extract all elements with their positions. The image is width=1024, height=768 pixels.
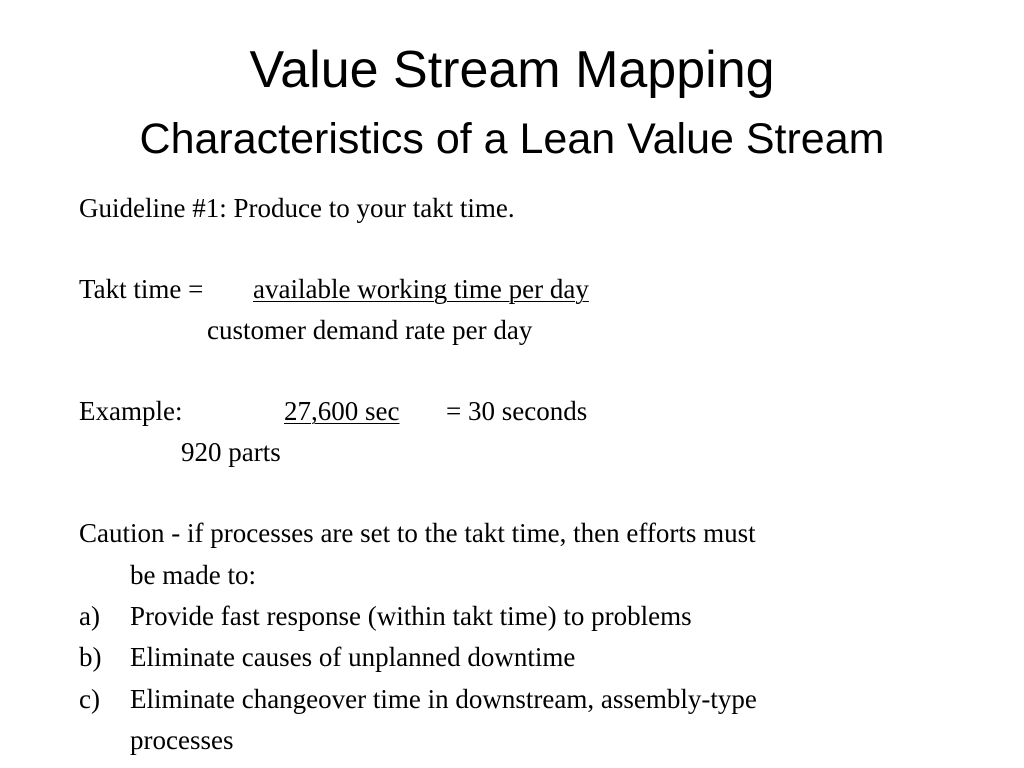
caution-text: Caution - if processes are set to the takt time, then efforts must — [79, 518, 756, 548]
caution-text-continuation: be made to: — [130, 560, 256, 590]
takt-time-denominator: customer demand rate per day — [207, 315, 533, 345]
slide-subtitle: Characteristics of a Lean Value Stream — [139, 115, 885, 163]
list-item: Eliminate causes of unplanned downtime — [130, 642, 576, 672]
list-item: Eliminate changeover time in downstream, assembly-type — [130, 684, 757, 714]
example-numerator: 27,600 sec — [284, 396, 400, 426]
example-denominator: 920 parts — [181, 437, 281, 467]
slide-title: Value Stream Mapping — [249, 41, 775, 99]
guideline-text: Guideline #1: Produce to your takt time. — [79, 193, 515, 223]
takt-time-label: Takt time = — [79, 274, 204, 304]
list-item-marker: b) — [79, 642, 102, 672]
example-result: = 30 seconds — [446, 396, 588, 426]
list-item-marker: c) — [79, 684, 100, 714]
list-item-continuation: processes — [130, 725, 234, 755]
list-item-marker: a) — [79, 601, 100, 631]
example-label: Example: — [79, 396, 183, 426]
list-item: Provide fast response (within takt time) to problems — [130, 601, 692, 631]
takt-time-numerator: available working time per day — [253, 274, 589, 304]
